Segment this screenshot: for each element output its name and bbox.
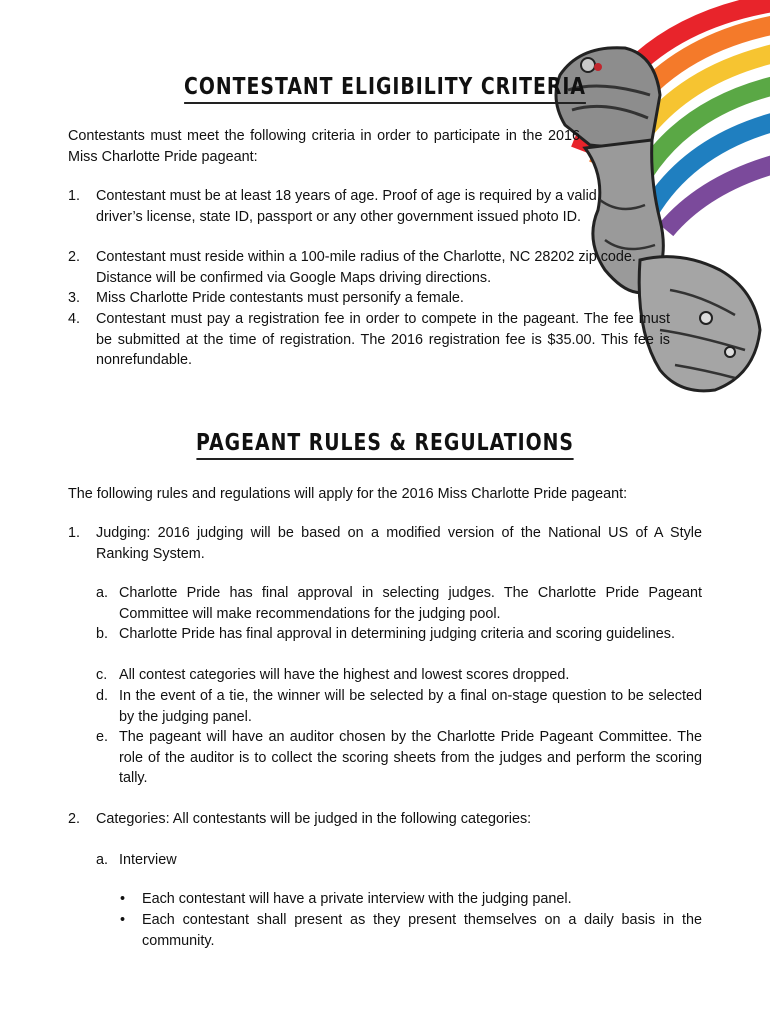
- sublist-letter: e.: [96, 729, 109, 745]
- sublist-letter: a.: [96, 852, 109, 868]
- sublist-letter: a.: [96, 585, 109, 601]
- eligibility-heading: CONTESTANT ELIGIBILITY CRITERIA: [69, 74, 700, 100]
- list-item: Contestant must be at least 18 years of age. Proof of age is required by a valid driver’s license, state ID, passport or any other government issued photo ID.: [96, 188, 597, 225]
- list-number: 2.: [68, 249, 81, 265]
- list-number: 2.: [68, 811, 81, 827]
- sublist-item: The pageant will have an auditor chosen by the Charlotte Pride Pageant Committee. The role of the auditor is to collect the scoring sheets from the judges and perform the scoring tally.: [119, 729, 702, 786]
- list-number: 3.: [68, 290, 81, 306]
- sublist-item: Charlotte Pride has final approval in selecting judges. The Charlotte Pride Pageant Committee will make recommendations for the judging pool.: [119, 585, 702, 622]
- list-item: Contestant must reside within a 100-mile radius of the Charlotte, NC 28202 zip code. Distance will be confirmed via Google Maps driving directions.: [96, 249, 636, 286]
- judging-rule: Judging: 2016 judging will be based on a modified version of the National US of A Style Ranking System.: [96, 525, 702, 562]
- sublist-item: In the event of a tie, the winner will be selected by a final on-stage question to be selected by the judging panel.: [119, 688, 702, 725]
- sublist-item: Charlotte Pride has final approval in determining judging criteria and scoring guidelines.: [119, 626, 675, 642]
- sublist-letter: b.: [96, 626, 109, 642]
- bullet-item: Each contestant will have a private interview with the judging panel.: [142, 891, 572, 907]
- list-number: 1.: [68, 188, 81, 204]
- list-number: 1.: [68, 525, 81, 541]
- rules-heading: PAGEANT RULES & REGULATIONS: [69, 430, 700, 456]
- sublist-letter: d.: [96, 688, 109, 704]
- rules-intro: The following rules and regulations will apply for the 2016 Miss Charlotte Pride pageant:: [68, 486, 628, 502]
- list-item: Miss Charlotte Pride contestants must personify a female.: [96, 290, 464, 306]
- sublist-item: All contest categories will have the highest and lowest scores dropped.: [119, 667, 570, 683]
- bullet-item: Each contestant shall present as they present themselves on a daily basis in the community.: [142, 912, 702, 949]
- categories-rule: Categories: All contestants will be judged in the following categories:: [96, 811, 532, 827]
- list-item: Contestant must pay a registration fee in order to compete in the pageant. The fee must be submitted at the time of registration. The 2016 registration fee is $35.00. This fee is nonrefundable.: [96, 311, 670, 368]
- sublist-letter: c.: [96, 667, 108, 683]
- bullet-icon: •: [120, 891, 126, 907]
- interview-label: Interview: [119, 852, 177, 868]
- list-number: 4.: [68, 311, 81, 327]
- eligibility-intro: Contestants must meet the following criteria in order to participate in the 2016 Miss Charlotte Pride pageant:: [68, 128, 580, 165]
- bullet-icon: •: [120, 912, 126, 928]
